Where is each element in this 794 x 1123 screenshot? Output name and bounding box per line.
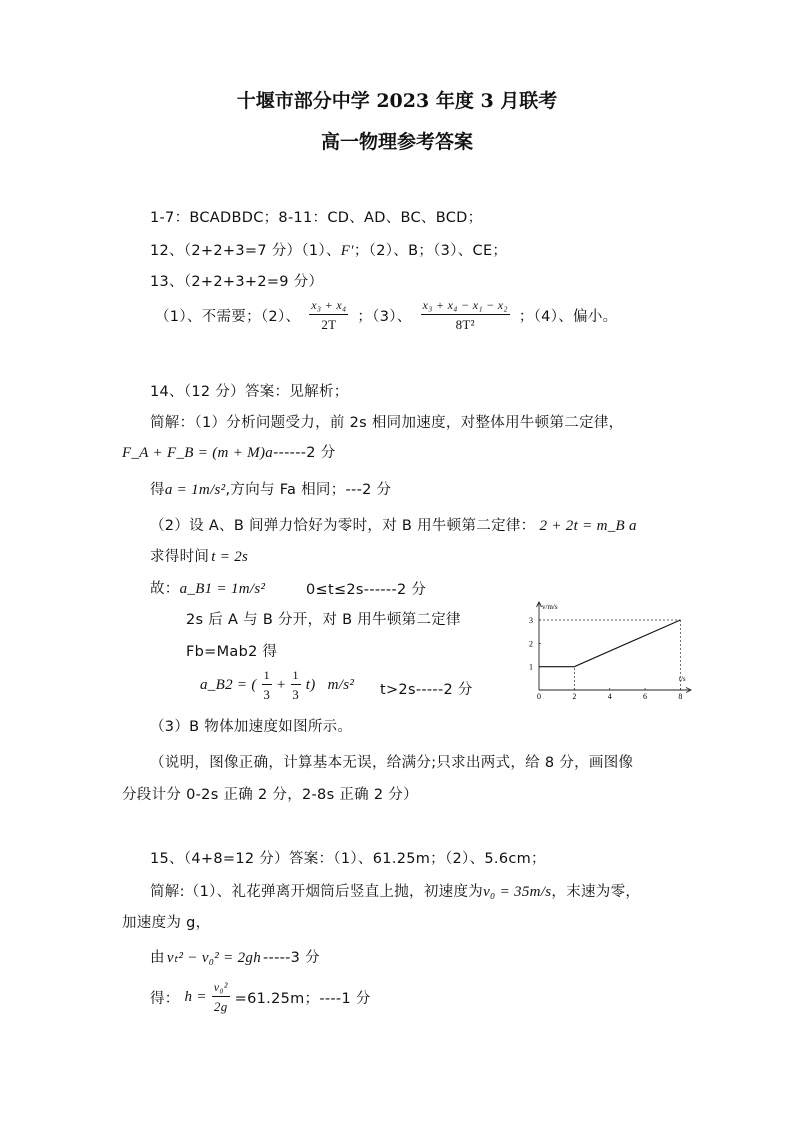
answer-14-header: 14、（12 分）答案：见解析； [150,384,349,400]
chart-x-label: t/s [679,675,686,683]
q15-l4-post: =61.25m；----1 分 [234,991,371,1007]
q14-note1: （说明，图像正确，计算基本无误，给满分;只求出两式，给 8 分，画图像 [150,755,634,771]
q14-eq4: t = 2s [211,549,249,565]
q14-l6-pre: 故： [150,581,180,597]
x-tick-label: 0 [537,692,541,701]
answer-13-header: 13、（2+2+3+2=9 分） [150,274,324,290]
chart-y-label: v/m/s [542,603,558,611]
q14-line8: Fb=Mab2 得 [186,644,278,660]
q14-eq2: a = 1m/s² [164,482,226,498]
q15-l1-post: ，末速为零， [551,884,641,900]
q15-l1-pre: 简解:（1）、礼花弹离开烟筒后竖直上抛，初速度为 [150,884,484,900]
y-tick-label: 3 [529,616,533,625]
q13-frac2-den: 8T² [455,317,475,332]
q14-l3-post: ,方向与 Fa 相同；---2 分 [225,482,392,498]
q14-eq6-rhs: t) m/s² [305,677,355,693]
q14-line3 [150,478,391,499]
answer-12 [150,239,507,260]
q15-h: h = [184,989,207,1005]
q13-part2: ；（3）、 [357,309,412,325]
q13-frac2-num: x₃ + x₄ − x₁ − x₂ [421,298,510,315]
q14-l4: （2）设 A、B 间弹力恰好为零时，对 B 用牛顿第二定律： [150,518,536,534]
q12-f-prime: F′ [340,243,354,259]
x-tick-label: 8 [678,692,683,701]
x-tick-label: 4 [607,692,612,701]
q13-part3: ；（4）、偏小。 [518,309,618,325]
x-tick-label: 2 [572,692,577,701]
q15-l3-pre: 由 [150,950,165,966]
chart-series [539,620,680,667]
y-tick-label: 1 [529,662,533,672]
q14-l3-pre: 得 [150,482,165,498]
title-line1: 十堰市部分中学 2023 年度 3 月联考 [236,90,558,112]
q14-eq6-plus: + [276,677,286,693]
q14-eq6-frac1-den: 3 [263,687,271,702]
q13-frac1-den: 2T [321,317,337,332]
acceleration-chart [524,600,694,702]
y-tick-label: 2 [529,639,533,649]
q15-frac-num: v₀² [212,980,230,997]
q15-line2: 加速度为 g， [122,915,211,931]
q14-eq6-frac2-den: 3 [292,687,300,702]
q14-eq6-frac2-num: 1 [291,668,301,685]
q13-frac1 [309,298,348,333]
q15-line3 [150,946,320,967]
q15-eq1: v₀ = 35m/s [483,884,552,900]
q14-l6-range: 0≤t≤2s------2 分 [306,582,427,598]
q14-eq1-score: ------2 分 [273,445,336,461]
q12-prefix: 12、（2+2+3=7 分）（1）、 [150,243,341,259]
q14-note2: 分段计分 0-2s 正确 2 分，2-8s 正确 2 分） [122,787,418,803]
q13-part1: （1）、不需要；（2）、 [155,309,301,325]
q14-eq6-frac2 [291,668,301,703]
q15-line1 [150,880,640,901]
acceleration-line [539,620,680,667]
q14-eq3: 2 + 2t = m_B a [539,518,637,534]
q15-eq2: vₜ² − v₀² = 2gh [166,950,262,966]
q14-l9-range: t>2s-----2 分 [380,682,473,698]
q15-l4-pre: 得： [150,991,180,1007]
q14-line7: 2s 后 A 与 B 分开，对 B 用牛顿第二定律 [186,612,461,628]
chart-axes [537,602,692,693]
q14-eq6 [200,668,354,703]
q14-l5-pre: 求得时间 [150,549,210,565]
title-line2: 高一物理参考答案 [320,131,473,153]
answer-15-header: 15、（4+8=12 分）答案：（1）、61.25m；（2）、5.6cm； [150,851,546,867]
answer-13-body [155,298,617,333]
q13-frac2 [421,298,510,333]
q14-line1: 简解：（1）分析问题受力，前 2s 相同加速度，对整体用牛顿第二定律， [150,415,624,431]
q14-eq1: F_A + F_B = (m + M)a [122,445,274,461]
q14-line5 [150,545,248,566]
q15-frac-den: 2g [213,999,228,1014]
q14-line10: （3）B 物体加速度如图所示。 [150,719,353,735]
q15-line4 [150,980,371,1015]
q14-eq6-frac1 [262,668,272,703]
answer-1-11: 1-7：BCADBDC；8-11：CD、AD、BC、BCD； [150,210,483,226]
q14-line6 [150,577,265,598]
q12-suffix: ；（2）、B；（3）、CE； [353,243,508,259]
q14-eq6-lhs: a_B2 = ( [200,677,257,693]
chart-guides [539,620,680,690]
q14-line4 [150,514,637,535]
x-tick-label: 6 [643,692,648,701]
q13-frac1-num: x₃ + x₄ [309,298,348,315]
q14-eq5: a_B1 = 1m/s² [179,581,266,597]
q15-l3-post: -----3 分 [263,950,320,966]
q14-eq1-line [122,441,336,462]
q14-eq6-frac1-num: 1 [262,668,272,685]
q15-frac [212,980,230,1015]
